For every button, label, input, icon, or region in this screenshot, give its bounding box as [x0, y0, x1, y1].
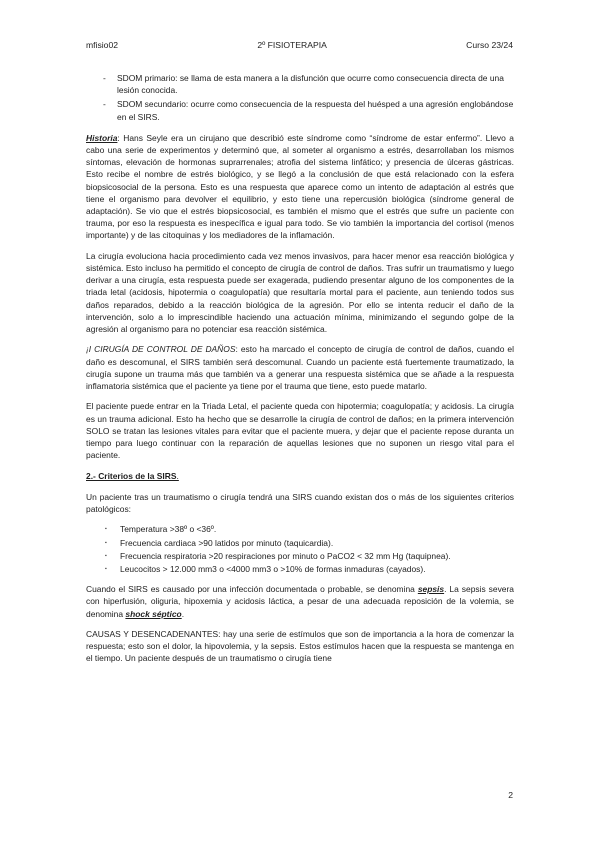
- section-title-text: 2.- Criterios de la SIRS: [86, 470, 177, 481]
- header-left: mfisio02: [86, 40, 118, 50]
- shock-septico-term: shock séptico: [125, 608, 182, 619]
- list-item: ▪ Temperatura >38º o <36º.: [86, 523, 514, 535]
- criterios-intro-paragraph: Un paciente tras un traumatismo o cirugía tendrá una SIRS cuando existan dos o más de los siguientes criterios patológicos:: [86, 491, 514, 515]
- criterios-list: [86, 523, 514, 575]
- section-title-dot: .: [176, 470, 179, 481]
- control-danos-label: ¡I CIRUGÍA DE CONTROL DE DAÑOS: [86, 344, 236, 355]
- triada-paragraph: El paciente puede entrar en la Triada Letal, el paciente queda con hipotermia; coagulopatía; y acidosis. La cirugía es un trauma adicional. Esto ha hecho que se desarrolle la cirugía de control de daños; en la primera intervención SOLO se tratan las lesiones vitales para evitar que el paciente muera, y dejar que el paciente repose duranta un tiempo para luego continuar con la reparación de aquellas lesiones que no suponen un riesgo vital para el paciente.: [86, 401, 514, 461]
- control-danos-text: : esto ha marcado el concepto de cirugía de control de daños, cuando el daño es descomunal, el SIRS también será descomunal. Cuando un paciente está fuertemente traumatizado, la cirugía supone un trauma más que también va a generar una respuesta sistémica que se añade a la respuesta inflamatoria sistémica que el paciente ya tiene por el trauma que tiene, esto puede matarlo.: [86, 344, 514, 392]
- list-item: ▪ Frecuencia cardiaca >90 latidos por minuto (taquicardia).: [86, 537, 514, 549]
- historia-text: : Hans Seyle era un cirujano que describió este síndrome como “síndrome de estar enfermo”. Llevo a cabo una serie de experimentos y determinó que, al someter al organismo a estrés, desarrollaban los mismos síntomas, elevación de hormonas suprarrenales; atrofia del sistema linfático; y presencia de úlceras gástricas. Esto recibe el nombre de estrés biológico, y se llegó a la conclusión de que está relacionado con la esfera biopsicosocial de la persona. Esto es una respuesta que aparece como un intento de adaptación al estrés que tiene el organismo para devolver el equilibrio, y esto tiene una repercusión biológica (síndrome general de adaptación). Se vio que el estrés biopsicosocial, es también el mismo que el estrés que sufre un paciente con trauma, por eso la respuesta es inespecífica e igual para todo. Se vio también la importancia del cortisol (menos importante) y de las citoquinas y los mediadores de la inflamación.: [86, 132, 514, 241]
- section-title: [86, 470, 514, 482]
- sepsis-term: sepsis: [417, 584, 445, 595]
- page-content: [86, 72, 514, 673]
- control-danos-paragraph: [86, 343, 514, 392]
- sepsis-paragraph: [86, 583, 514, 620]
- historia-paragraph: [86, 132, 514, 242]
- list-item: ▪ Frecuencia respiratoria >20 respiraciones por minuto o PaCO2 < 32 mm Hg (taquipnea).: [86, 550, 514, 562]
- page-number: 2: [508, 790, 513, 800]
- sepsis-text-1: Cuando el SIRS es causado por una infección documentada o probable, se denomina: [86, 584, 418, 595]
- header-center: 2º FISIOTERAPIA: [257, 40, 327, 50]
- list-item: - SDOM primario: se llama de esta manera a la disfunción que ocurre como consecuencia directa de una lesión conocida.: [86, 72, 514, 96]
- historia-label: Historia: [86, 132, 118, 143]
- cirugia-paragraph: La cirugía evoluciona hacia procedimiento cada vez menos invasivos, para hacer menor esa reacción biológica y sistémica. Esto incluso ha permitido el concepto de cirugía de control de daños. Tras sufrir un traumatismo y luego derivar a una cirugía, esta respuesta puede ser exagerada, pudiendo presentar alguno de los componentes de la triada letal (acidosis, hipotermia o coagulopatía) que resultaría mortal para el paciente, aun teniendo todos sus daños reparados, debido a la reacción biológica de la agresión. Por ello se intenta reducir el daño de la intervención, solo a lo imprescindible haciendo una actuación mínima, minimizando el segundo golpe de la agresión al organismo para no potenciar esa reacción sistémica.: [86, 250, 514, 335]
- sepsis-text-3: .: [181, 608, 185, 619]
- sepsis-text-2: . La sepsis severa con hiperfusión, oliguria, hipoxemia y acidosis láctica, a pesar de una adecuada reposición de la volemia, se denomina: [86, 584, 514, 619]
- sdom-list: [86, 72, 514, 123]
- list-item: - SDOM secundario: ocurre como consecuencia de la respuesta del huésped a una agresión englobándose en el SIRS.: [86, 98, 514, 122]
- header-right: Curso 23/24: [466, 40, 513, 50]
- list-item: ▪ Leucocitos > 12.000 mm3 o <4000 mm3 o >10% de formas inmaduras (cayados).: [86, 563, 514, 575]
- page-header: [86, 40, 513, 50]
- causas-paragraph: CAUSAS Y DESENCADENANTES: hay una serie de estímulos que son de importancia a la hora de comenzar la respuesta; esto son el dolor, la hipovolemia, y la sepsis. Estos estímulos hacen que la respuesta se mantenga en el tiempo. Un paciente después de un traumatismo o cirugía tiene: [86, 629, 514, 664]
